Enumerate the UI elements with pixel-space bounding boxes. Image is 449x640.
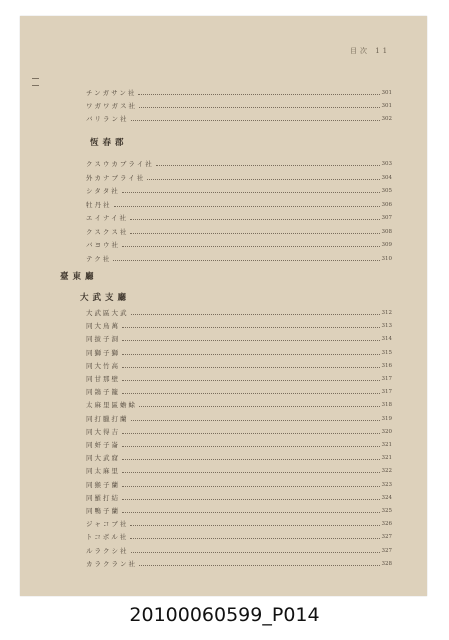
dot-leader [113,259,379,261]
toc-entry-page: 303 [381,161,392,167]
toc-entry-page: 301 [381,103,392,109]
toc-entry-page: 314 [381,336,392,343]
toc-entry [86,160,392,168]
toc-entry [86,214,392,222]
toc-entry [86,494,392,502]
toc-entry-name: 大武區大武 [86,309,129,317]
dot-leader [139,106,380,108]
dot-leader [122,379,380,381]
toc-entry [86,401,392,409]
dot-leader [131,419,380,421]
toc-entry-name: シタタ社 [86,187,120,195]
toc-entry-page: 302 [381,116,392,122]
toc-entry-page: 304 [381,174,392,181]
dot-leader [122,245,380,247]
toc-entry-page: 313 [381,323,392,330]
dot-leader [130,537,379,539]
toc-entry [86,560,392,568]
toc-entry [86,335,392,343]
toc-entry [86,507,392,515]
dot-leader [131,119,380,121]
toc-entry-page: 310 [381,255,392,262]
toc-entry-name: 同虷子崙 [86,441,120,449]
dot-leader [131,551,380,553]
document-page [20,16,427,596]
toc-entry-name: 同獅子獅 [86,348,120,357]
toc-entry [86,115,392,123]
dot-leader [122,498,380,500]
toc-entry [86,454,392,462]
section-heading-hengchun: 恆春郡 [90,138,128,148]
toc-entry-name: 同鴨子蘭 [86,507,120,515]
dot-leader [114,205,380,207]
toc-entry [86,89,392,97]
toc-entry [86,547,392,555]
toc-entry [86,481,392,489]
toc-entry [86,102,392,110]
toc-entry [86,415,392,423]
toc-entry-name: 同鴿子籠 [86,388,120,397]
toc-entry-page: 315 [381,349,392,356]
toc-entry [86,349,392,357]
dot-leader [122,326,380,328]
toc-entry-name: 同猴子蘭 [86,480,120,489]
toc-entry-name: 牡丹社 [86,200,112,209]
toc-entry-name: 太麻里區蟾蜍 [86,401,137,410]
toc-entry-name: 同甘那壁 [86,375,120,383]
toc-entry-page: 316 [381,362,392,369]
toc-entry-page: 317 [381,389,392,396]
toc-entry-name: クスウカブライ社 [86,160,154,168]
dot-leader [130,218,379,220]
toc-entry-name: 同太麻里 [86,467,120,476]
dot-leader [122,471,380,473]
dot-leader [130,524,379,526]
toc-entry-name: クスクス社 [86,227,129,236]
dot-leader [122,191,380,193]
toc-entry-page: 323 [381,481,392,488]
toc-entry [86,187,392,195]
toc-entry-name: テク社 [86,254,112,263]
section-heading-taitung: 臺東廳 [60,272,98,282]
toc-entry [86,174,392,182]
toc-entry-name: 同大竹高 [86,361,120,370]
dot-leader [122,392,380,394]
toc-entry-page: 321 [381,455,392,462]
toc-entry-name: ワガワガス社 [86,102,137,110]
toc-entry-page: 306 [381,201,392,208]
toc-entry-name: 同大得吉 [86,427,120,436]
toc-entry [86,441,392,449]
toc-entry-name: 同大武窟 [86,454,120,463]
toc-entry [86,388,392,396]
toc-entry [86,428,392,436]
table-of-contents [20,16,427,596]
toc-entry-page: 319 [381,415,392,422]
toc-entry [86,533,392,541]
toc-entry [86,362,392,370]
image-id-footer: 20100060599_P014 [129,604,320,626]
dot-leader [122,432,380,434]
dot-leader [139,564,380,566]
toc-entry-page: 320 [381,428,392,435]
dot-leader [138,93,379,95]
toc-entry-page: 307 [381,215,392,221]
toc-entry-page: 301 [381,90,392,96]
toc-entry-name: バヨウ社 [86,241,120,249]
dot-leader [122,485,380,487]
toc-entry-page: 312 [381,310,392,316]
toc-entry [86,467,392,475]
dot-leader [131,313,380,315]
toc-entry-name: 外カナブライ社 [86,173,146,182]
toc-entry-page: 318 [381,402,392,409]
toc-entry-name: バリラン社 [86,115,129,123]
toc-entry-page: 321 [381,442,392,448]
dot-leader [122,458,380,460]
toc-entry-page: 305 [381,188,392,194]
dot-leader [130,232,379,234]
toc-entry-page: 325 [381,508,392,514]
page-header: 目次 11 [350,47,391,55]
toc-entry [86,375,392,383]
dot-leader [156,164,380,166]
toc-entry-name: ルラクシ社 [86,546,129,555]
dot-leader [147,178,379,180]
toc-entry-name: 同大鳥萬 [86,322,120,331]
toc-entry-name: カラクラン社 [86,559,137,568]
toc-entry-name: 同拔子洞 [86,335,120,344]
toc-entry-page: 309 [381,242,392,248]
dot-leader [139,405,380,407]
toc-entry-page: 328 [381,560,392,567]
toc-entry-name: エイナイ社 [86,214,129,222]
toc-entry-page: 308 [381,228,392,235]
toc-entry-page: 326 [381,521,392,528]
toc-entry [86,241,392,249]
dot-leader [122,366,380,368]
toc-entry-name: ジャコブ社 [86,520,129,529]
dot-leader [122,445,380,447]
dot-leader [122,353,380,355]
toc-entry [86,309,392,317]
toc-entry-page: 324 [381,494,392,501]
dot-leader [122,339,380,341]
toc-entry-page: 317 [381,376,392,382]
toc-entry-page: 327 [381,534,392,541]
toc-entry-name: トコボル社 [86,533,129,542]
toc-entry-page: 322 [381,468,392,475]
toc-entry [86,201,392,209]
toc-entry-name: 同打臘打蘭 [86,414,129,423]
dot-leader [122,511,380,513]
toc-entry-name: 同羅打結 [86,493,120,502]
section-heading-dawu: 大武支廳 [80,293,131,303]
toc-entry [86,520,392,528]
toc-entry [86,228,392,236]
toc-entry [86,255,392,263]
toc-entry-name: チンガサン社 [86,89,137,97]
toc-entry-page: 327 [381,547,392,554]
toc-entry [86,322,392,330]
